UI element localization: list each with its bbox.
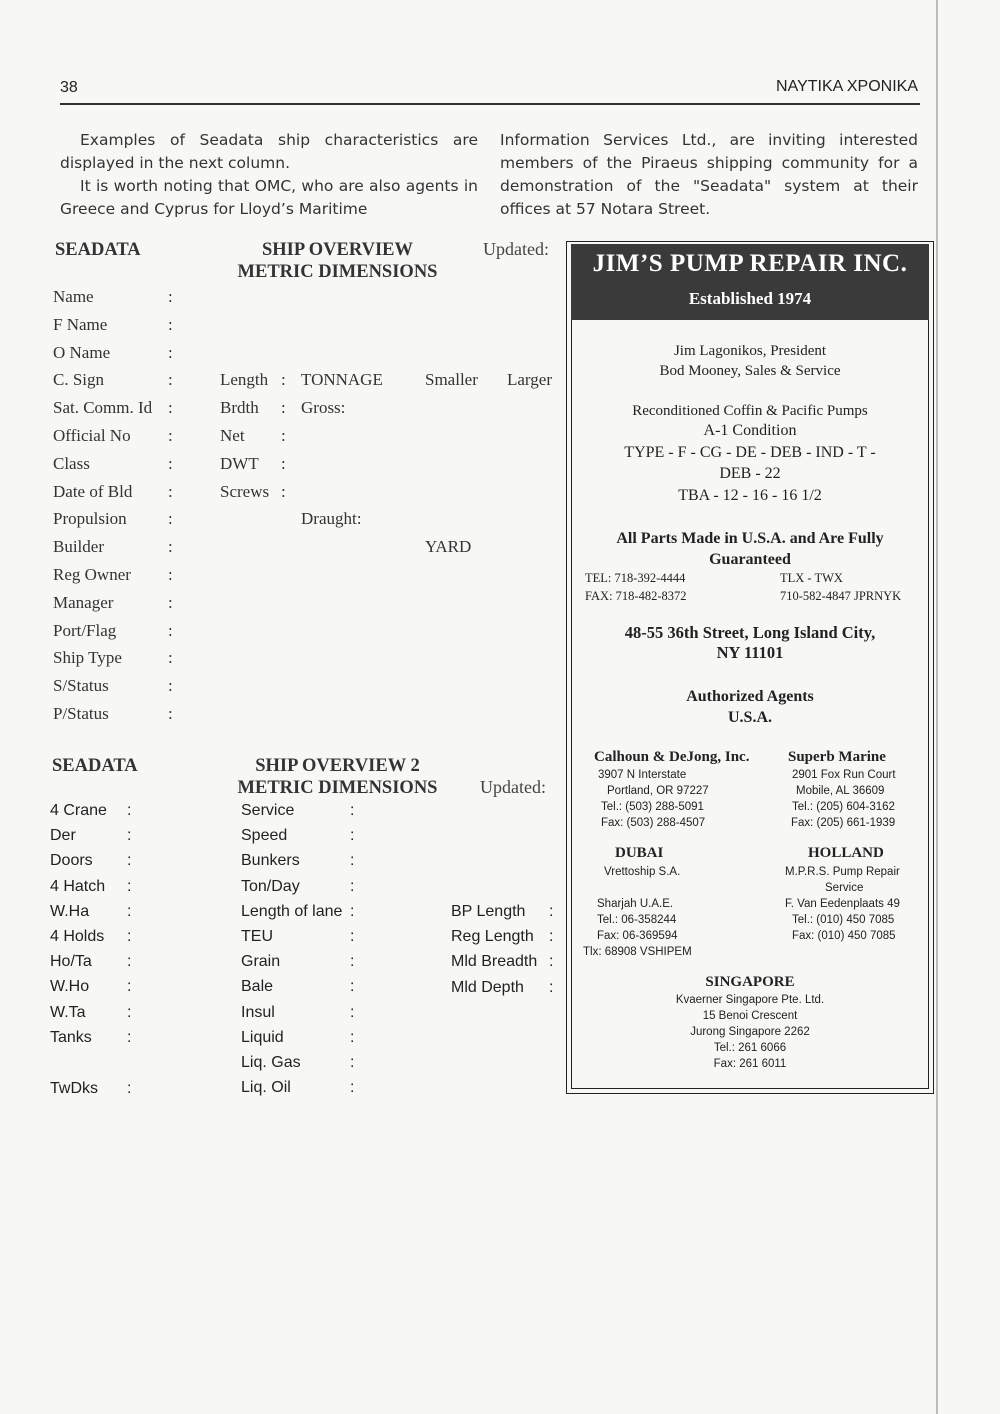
form2-col2-label: Ton/Day [241, 877, 300, 895]
form2-col1-label: 4 Holds [50, 928, 105, 945]
agent-calhoun-line4: Fax: (503) 288-4507 [601, 817, 706, 829]
agent-dubai-line3: Tel.: 06-358244 [597, 914, 677, 926]
form1-field-label: P/Status [53, 704, 109, 723]
form2-col3-label: Mld Depth [451, 978, 524, 996]
agent-holland-line4: Tel.: (010) 450 7085 [792, 914, 895, 926]
form2-col1-label: W.Ha [50, 902, 90, 920]
form1-field-colon: : [168, 426, 173, 445]
form1-field-colon: : [168, 537, 173, 557]
form1-dim-colon: : [281, 370, 286, 389]
ad-tlx-number: 710-582-4847 JPRNYK [780, 589, 902, 603]
form2-col2-label: Length of lane [241, 902, 343, 920]
form1-field-label: Ship Type [53, 648, 122, 668]
form1-title-2: METRIC DIMENSIONS [237, 262, 438, 282]
ad-condition: A-1 Condition [703, 422, 797, 439]
form2-col1-colon: : [127, 978, 132, 996]
agent-superb-line2: Mobile, AL 36609 [796, 785, 885, 797]
form2-col1-colon: : [127, 902, 132, 920]
form2-col2-colon: : [350, 827, 355, 845]
ad-tlx: TLX - TWX [780, 571, 843, 585]
form1-field-label: Reg Owner [53, 565, 131, 584]
ad-fax: FAX: 718-482-8372 [585, 589, 687, 603]
form1-field-label: O Name [53, 342, 111, 362]
form2-col2-colon: : [350, 1079, 355, 1097]
ad-parts-line2: Guaranteed [709, 551, 791, 568]
form1-field-colon: : [168, 509, 173, 529]
agent-singapore-line3: Jurong Singapore 2262 [690, 1026, 810, 1038]
form1-field-colon: : [168, 704, 173, 723]
form2-col2-colon: : [350, 1054, 355, 1071]
form2-col2-label: Speed [241, 827, 288, 845]
form2-col1-colon: : [127, 852, 132, 870]
agent-superb-line1: 2901 Fox Run Court [792, 769, 896, 781]
form2-col2-colon: : [350, 877, 355, 895]
ad-agents-title: Authorized Agents [686, 688, 814, 705]
agent-dubai-line2: Sharjah U.A.E. [597, 898, 674, 910]
form2-col2-colon: : [350, 902, 355, 920]
form2-title-2: METRIC DIMENSIONS [237, 778, 438, 798]
form2-col2-colon: : [350, 928, 355, 945]
agent-dubai-line5: Tlx: 68908 VSHIPEM [583, 946, 692, 958]
agent-dubai-name: DUBAI [615, 845, 664, 861]
form1-field-label: S/Status [53, 676, 109, 696]
form1-seadata: SEADATA [55, 240, 141, 260]
form2-col1-label: W.Ho [50, 978, 90, 996]
form2-col1-label: Der [50, 827, 76, 845]
draught-label: Draught: [301, 509, 362, 528]
intro-left [60, 129, 478, 221]
agent-singapore-line1: Kvaerner Singapore Pte. Ltd. [675, 994, 825, 1006]
smaller-label: Smaller [425, 370, 478, 389]
gross-label: Gross: [301, 398, 346, 417]
agent-calhoun-name: Calhoun & DeJong, Inc. [594, 749, 750, 765]
form1-field-colon: : [168, 592, 173, 612]
form2-col2-label: Grain [241, 953, 281, 971]
form2-title-1: SHIP OVERVIEW 2 [255, 756, 420, 776]
form2-col2-label: TEU [241, 928, 273, 945]
form2-col2-label: Insul [241, 1003, 275, 1021]
form2-col2-label: Bale [241, 978, 274, 996]
ad-established: Established 1974 [688, 289, 812, 308]
form2-col1-colon: : [127, 802, 132, 819]
form2-col1-label: W.Ta [50, 1003, 86, 1021]
form1-field-label: Manager [53, 592, 114, 612]
form2-col1-label: TwDks [50, 1080, 98, 1097]
form1-dim-label: Length [220, 370, 269, 389]
intro-right-p1: Information Services Ltd., are inviting interested members of the Piraeus shipping community for a demonstration of the "Seadata" system at their offices at 57 Notara Street. [500, 131, 918, 218]
intro-left-p2: It is worth noting that OMC, who are also agents in Greece and Cyprus for Lloyd’s Maritime [60, 177, 478, 218]
form2-col2-colon: : [350, 1003, 355, 1021]
form2-col2-colon: : [350, 1028, 355, 1046]
form2-col1-label: Ho/Ta [50, 953, 92, 971]
form1-field-colon: : [168, 481, 173, 501]
page-number: 38 [60, 79, 78, 96]
form1-field-colon: : [168, 398, 173, 418]
form1-field-label: Name [53, 287, 94, 306]
form2-col1-colon: : [127, 1028, 132, 1046]
ad-tel: TEL: 718-392-4444 [585, 571, 686, 585]
agent-dubai-line1: Vrettoship S.A. [604, 866, 681, 878]
form1-dim-label: Brdth [220, 398, 259, 417]
form2-col1-colon: : [127, 1080, 132, 1097]
form1-field-colon: : [168, 287, 173, 306]
agent-calhoun-line1: 3907 N Interstate [598, 769, 687, 781]
form2-col3-label: BP Length [451, 903, 526, 920]
form2-col2-colon: : [350, 852, 355, 870]
form2-col2-colon: : [350, 953, 355, 971]
form1-field-colon: : [168, 453, 173, 473]
agent-holland-name: HOLLAND [808, 845, 884, 861]
form1-field-colon: : [168, 314, 173, 334]
agent-calhoun-line2: Portland, OR 97227 [607, 785, 709, 797]
form2-col1-label: 4 Crane [50, 802, 107, 819]
agent-calhoun-line3: Tel.: (503) 288-5091 [601, 801, 704, 813]
form1-field-colon: : [168, 648, 173, 668]
agent-holland-line5: Fax: (010) 450 7085 [792, 930, 896, 942]
form1-field-label: Propulsion [53, 509, 127, 529]
form2-col3-colon: : [549, 928, 554, 946]
larger-label: Larger [507, 370, 552, 389]
ad-parts-line1: All Parts Made in U.S.A. and Are Fully [616, 530, 884, 547]
ad-agents-country: U.S.A. [727, 709, 772, 726]
form2-col2-label: Service [241, 802, 295, 819]
form1-dim-colon: : [281, 482, 286, 501]
form2-col2-colon: : [350, 978, 355, 996]
ad-types-line1: TYPE - F - CG - DE - DEB - IND - T - [624, 444, 876, 461]
ad-president: Jim Lagonikos, President [673, 343, 827, 359]
form2-col1-label: Doors [50, 852, 93, 870]
agent-holland-line1: M.P.R.S. Pump Repair [785, 866, 900, 878]
form2-col1-colon: : [127, 928, 132, 945]
ad-tba: TBA - 12 - 16 - 16 1/2 [678, 487, 822, 504]
journal-title: ΝΑΥΤΙΚΑ ΧΡΟΝΙΚΑ [776, 78, 918, 95]
agent-singapore-line2: 15 Benoi Crescent [702, 1010, 798, 1022]
form1-field-label: Builder [53, 537, 104, 557]
ad-address-line1: 48-55 36th Street, Long Island City, [624, 623, 876, 642]
ad-address-line2: NY 11101 [716, 643, 784, 662]
tonnage-label: TONNAGE [301, 370, 383, 389]
agent-singapore-line5: Fax: 261 6011 [713, 1058, 787, 1070]
form2-col3-colon: : [549, 978, 554, 996]
ad-sales: Bod Mooney, Sales & Service [659, 363, 841, 379]
form1-field-label: Official No [53, 426, 131, 445]
form1-field-colon: : [168, 620, 173, 640]
form2-updated: Updated: [480, 777, 546, 797]
intro-left-p1: Examples of Seadata ship characteristics are displayed in the next column. [60, 131, 478, 172]
agent-holland-line2: Service [825, 882, 864, 894]
form1-title-1: SHIP OVERVIEW [262, 240, 413, 260]
form1-field-label: Class [53, 453, 90, 473]
form1-dim-colon: : [281, 454, 286, 473]
form2-seadata: SEADATA [52, 756, 138, 776]
form1-dim-colon: : [281, 398, 286, 417]
form1-field-label: Sat. Comm. Id [53, 398, 153, 418]
form1-updated: Updated: [483, 239, 549, 259]
form1-field-label: Date of Bld [53, 481, 133, 501]
form1-field-colon: : [168, 676, 173, 696]
agent-singapore-name: SINGAPORE [705, 974, 795, 990]
form1-dim-colon: : [281, 426, 286, 445]
form2-col3-label: Mld Breadth [451, 953, 538, 971]
form2-col2-label: Liq. Oil [241, 1079, 291, 1097]
form2-col2-label: Liquid [241, 1028, 284, 1046]
form1-field-label: C. Sign [53, 370, 105, 390]
ad-types-line2: DEB - 22 [719, 465, 781, 482]
intro-right [500, 129, 918, 221]
form1-dim-label: Screws [220, 482, 270, 501]
page-edge [936, 0, 938, 1414]
yard-label: YARD [425, 537, 472, 556]
agent-superb-name: Superb Marine [788, 749, 886, 765]
form2-col3-colon: : [549, 903, 554, 920]
form2-col2-colon: : [350, 802, 355, 819]
form2-col3-label: Reg Length [451, 928, 534, 946]
ad-company-name: JIM’S PUMP REPAIR INC. [592, 250, 908, 277]
agent-singapore-line4: Tel.: 261 6066 [713, 1042, 787, 1054]
form1-field-colon: : [168, 370, 173, 390]
form1-dim-label: Net [220, 426, 245, 445]
form1-field-label: Port/Flag [53, 620, 117, 640]
form2-col2-label: Liq. Gas [241, 1054, 301, 1071]
form2-col1-label: Tanks [50, 1028, 92, 1046]
agent-superb-line3: Tel.: (205) 604-3162 [792, 801, 895, 813]
agent-superb-line4: Fax: (205) 661-1939 [791, 817, 896, 829]
form1-dim-label: DWT [220, 454, 259, 473]
form2-col1-colon: : [127, 827, 132, 845]
form1-field-label: F Name [53, 314, 108, 334]
form1-field-colon: : [168, 342, 173, 362]
form2-col1-colon: : [127, 1003, 132, 1021]
form1-field-colon: : [168, 565, 173, 584]
form2-col1-colon: : [127, 953, 132, 971]
form2-col3-colon: : [549, 953, 554, 971]
form2-col2-label: Bunkers [241, 852, 300, 870]
agent-holland-line3: F. Van Eedenplaats 49 [785, 898, 900, 910]
ad-reconditioned: Reconditioned Coffin & Pacific Pumps [632, 403, 868, 419]
form2-col1-colon: : [127, 877, 132, 895]
header-rule [60, 103, 920, 105]
agent-dubai-line4: Fax: 06-369594 [597, 930, 678, 942]
form2-col1-label: 4 Hatch [50, 877, 106, 895]
